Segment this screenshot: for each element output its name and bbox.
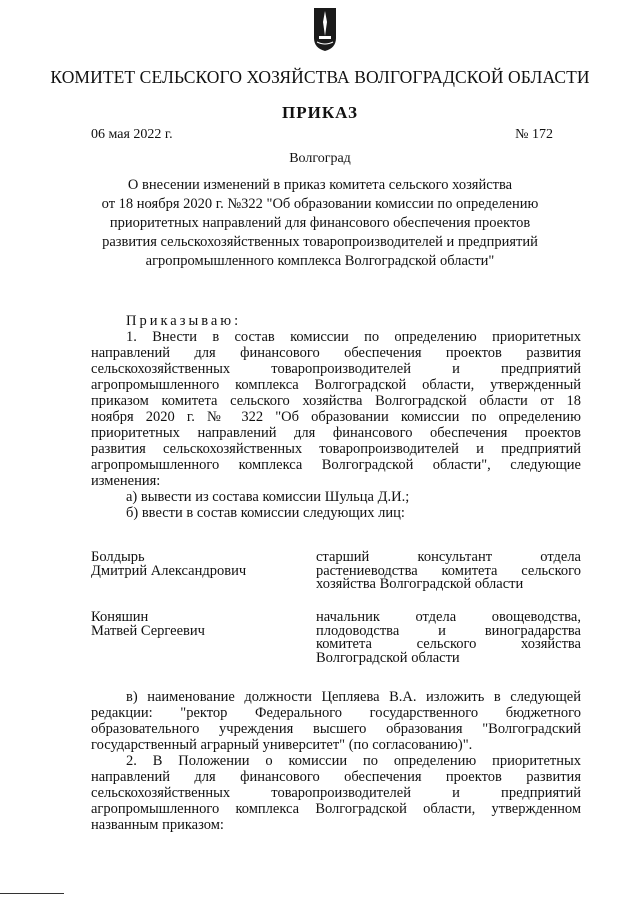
item-v-line: государственный аграрный университет" (по согласованию)". <box>91 737 473 753</box>
subject-line: приоритетных направлений для финансового обеспечения проектов <box>109 215 531 231</box>
member-name <box>91 611 301 638</box>
paragraph-line: ноября 2020 г. № 322 "Об образовании комиссии по определению <box>91 409 581 425</box>
order-word: Приказываю: <box>126 313 242 329</box>
paragraph-line: 2. В Положении о комиссии по определению приоритетных <box>126 753 581 769</box>
position-line: старший консультант отдела <box>316 549 581 565</box>
position-line: комитета сельского хозяйства <box>316 636 581 652</box>
position-line: плодоводства и виноградарства <box>316 622 581 639</box>
item-a: а) вывести из состава комиссии Шульца Д.И.; <box>126 489 410 505</box>
paragraph-line: приоритетных направлений для финансового обеспечения проектов <box>91 425 581 441</box>
paragraph-line: направлений для финансового обеспечения проектов развития <box>91 769 581 785</box>
position-line: Волгоградской области <box>316 649 460 666</box>
order-paragraph-1 <box>91 313 581 521</box>
coat-of-arms-icon <box>313 6 337 52</box>
document-city: Волгоград <box>289 151 351 166</box>
member-position <box>316 551 581 592</box>
member-position <box>316 611 581 665</box>
document-date: 06 мая 2022 г. <box>91 127 173 142</box>
subject-line: развития сельскохозяйственных товаропроизводителей и предприятий <box>102 234 538 250</box>
document-number: № 172 <box>515 127 553 142</box>
position-line: хозяйства Волгоградской области <box>316 576 524 592</box>
member-surname: Болдырь <box>91 549 145 565</box>
paragraph-line: изменения: <box>91 473 161 489</box>
members-list <box>91 551 581 671</box>
paragraph-line: направлений для финансового обеспечения проектов развития <box>91 345 581 361</box>
item-v-line: образовательного учреждения высшего образования "Волгоградский <box>91 721 581 737</box>
order-paragraph-2 <box>91 689 581 833</box>
organization-name: КОМИТЕТ СЕЛЬСКОГО ХОЗЯЙСТВА ВОЛГОГРАДСКОЙ ОБЛАСТИ <box>50 67 590 87</box>
paragraph-line: приказом комитета сельского хозяйства Волгоградской области от 18 <box>91 393 581 409</box>
footnote-divider <box>0 893 64 894</box>
subject-line: О внесении изменений в приказ комитета сельского хозяйства <box>127 177 513 193</box>
paragraph-line: агропромышленного комплекса Волгоградской области, утвержденном <box>91 801 581 817</box>
paragraph-line: развития сельскохозяйственных товаропроизводителей и предприятий <box>91 441 581 457</box>
paragraph-line: сельскохозяйственных товаропроизводителей и предприятий <box>91 785 581 801</box>
position-line: начальник отдела овощеводства, <box>316 609 581 625</box>
paragraph-line: агропромышленного комплекса Волгоградской области, утвержденный <box>91 377 581 393</box>
member-entry <box>91 611 581 671</box>
member-surname: Коняшин <box>91 609 149 625</box>
member-name <box>91 551 301 578</box>
paragraph-line: сельскохозяйственных товаропроизводителей и предприятий <box>91 361 581 377</box>
document-title: ПРИКАЗ <box>282 103 358 122</box>
paragraph-line: названным приказом: <box>91 817 224 833</box>
member-given-names: Дмитрий Александрович <box>91 562 247 579</box>
document-subject <box>60 176 580 271</box>
member-entry <box>91 551 581 611</box>
subject-line: агропромышленного комплекса Волгоградской области" <box>145 253 495 269</box>
item-b: б) ввести в состав комиссии следующих лиц: <box>126 505 405 521</box>
item-v-line: в) наименование должности Цепляева В.А. изложить в следующей <box>126 689 581 705</box>
paragraph-line: 1. Внести в состав комиссии по определению приоритетных <box>126 329 581 345</box>
item-v-line: редакции: "ректор Федерального государственного бюджетного <box>91 705 581 721</box>
subject-line: от 18 ноября 2020 г. №322 "Об образовании комиссии по определению <box>101 196 539 212</box>
paragraph-line: агропромышленного комплекса Волгоградской области", следующие <box>91 457 581 473</box>
position-line: растениеводства комитета сельского <box>316 562 581 579</box>
member-given-names: Матвей Сергеевич <box>91 622 205 639</box>
